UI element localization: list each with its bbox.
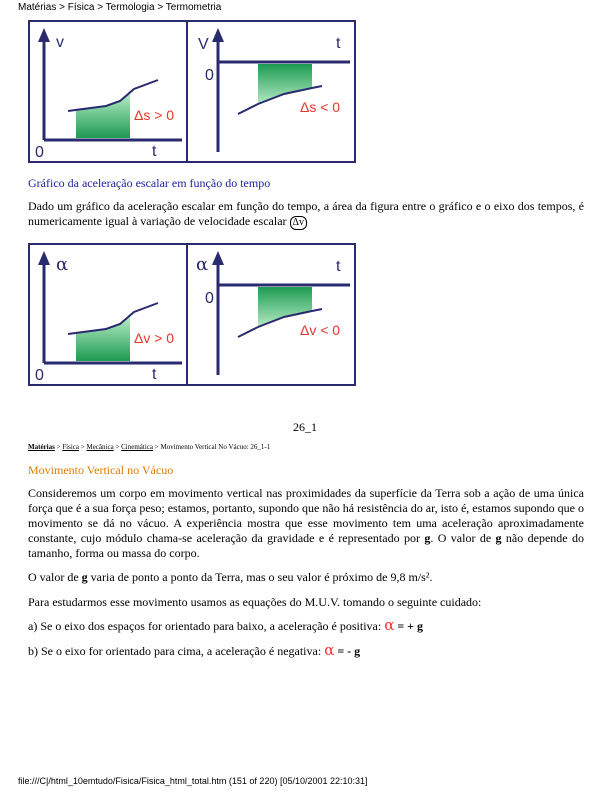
left-axis-x-label: t bbox=[152, 143, 157, 160]
left-origin-label: 0 bbox=[35, 367, 44, 384]
alpha-symbol: α bbox=[384, 616, 395, 634]
equation: = + g bbox=[394, 619, 424, 633]
left-area-label: Δs > 0 bbox=[134, 107, 175, 123]
breadcrumb-separator: > bbox=[56, 443, 61, 451]
right-area-label: Δv < 0 bbox=[300, 322, 341, 338]
paragraph-2 bbox=[28, 570, 584, 585]
equation: = - g bbox=[334, 644, 361, 658]
alpha-symbol: α bbox=[324, 641, 335, 659]
paragraph-5-text: b) Se o eixo for orientado para cima, a aceleração é negativa: bbox=[28, 644, 325, 658]
right-origin-label: 0 bbox=[205, 290, 214, 307]
right-axis-x-label: t bbox=[336, 258, 341, 275]
breadcrumb-separator: > bbox=[154, 443, 159, 451]
right-area-label: Δs < 0 bbox=[300, 99, 341, 115]
top-breadcrumb: Matérias > Física > Termologia > Termometria bbox=[18, 2, 222, 13]
g-symbol: g bbox=[495, 531, 502, 545]
paragraph-1-text: não depende do tamanho, forma ou massa do corpo. bbox=[28, 531, 584, 560]
section1-title: Gráfico da aceleração escalar em função do tempo bbox=[28, 176, 271, 190]
breadcrumb-separator: > bbox=[115, 443, 120, 451]
left-axis-x-label: t bbox=[152, 366, 157, 383]
breadcrumb-separator: > bbox=[80, 443, 85, 451]
velocity-time-graph-figure bbox=[28, 20, 356, 163]
left-origin-label: 0 bbox=[35, 144, 44, 161]
paragraph-1 bbox=[28, 486, 584, 561]
right-axis-y-label: α bbox=[196, 254, 209, 275]
right-axis-x-label: t bbox=[336, 35, 341, 52]
paragraph-3: Para estudarmos esse movimento usamos as equações do M.U.V. tomando o seguinte cuidado: bbox=[28, 595, 482, 609]
breadcrumb-materias-link[interactable]: Matérias bbox=[28, 443, 55, 451]
paragraph-4 bbox=[28, 618, 584, 634]
left-axis-y-label: v bbox=[56, 34, 64, 51]
breadcrumb-fisica-link[interactable]: Física bbox=[62, 443, 80, 451]
breadcrumb-mecanica-link[interactable]: Mecânica bbox=[86, 443, 114, 451]
paragraph-1-text: . O valor de bbox=[430, 531, 496, 545]
breadcrumb-cinematica-link[interactable]: Cinemática bbox=[121, 443, 154, 451]
left-area-label: Δv > 0 bbox=[134, 330, 175, 346]
g-symbol: g bbox=[424, 531, 431, 545]
g-symbol: g bbox=[81, 570, 88, 584]
footer-file-path: file:///C|/html_10emtudo/Fisica/Fisica_html_total.htm (151 of 220) [05/10/2001 22:10:31] bbox=[18, 776, 368, 786]
delta-v-symbol: Δv bbox=[290, 216, 307, 230]
paragraph-5 bbox=[28, 643, 584, 659]
paragraph-4-text: a) Se o eixo dos espaços for orientado para baixo, a aceleração é positiva: bbox=[28, 619, 385, 633]
paragraph-2-text: O valor de bbox=[28, 570, 82, 584]
right-axis-y-label: V bbox=[198, 36, 209, 53]
section2-title: Movimento Vertical no Vácuo bbox=[28, 463, 174, 477]
breadcrumb bbox=[28, 443, 270, 451]
left-axis-y-label: α bbox=[56, 254, 69, 275]
right-origin-label: 0 bbox=[205, 67, 214, 84]
acceleration-time-graph-figure bbox=[28, 243, 356, 386]
breadcrumb-current: Movimento Vertical No Vácuo: 26_1-1 bbox=[160, 443, 271, 451]
paragraph-1-text: Consideremos um corpo em movimento vertical nas proximidades da superfície da Terra sob a ação de uma única força que é a sua força peso; estamos, portanto, supondo que não há resistência do ar, isto é, estamos supondo que o movimento se dá no vácuo. A experiência mostra que esse movimento tem uma aceleração aproximadamente constante, cujo módulo chama-se aceleração da gravidade e é representado por bbox=[28, 486, 584, 545]
paragraph-2-text: varia de ponto a ponto da Terra, mas o seu valor é próximo de 9,8 m/s². bbox=[87, 570, 433, 584]
page-number: 26_1 bbox=[293, 420, 317, 434]
section1-paragraph bbox=[28, 199, 584, 230]
section1-text: Dado um gráfico da aceleração escalar em função do tempo, a área da figura entre o gráfico e o eixo dos tempos, é numericamente igual à variação de velocidade escalar bbox=[28, 199, 584, 228]
